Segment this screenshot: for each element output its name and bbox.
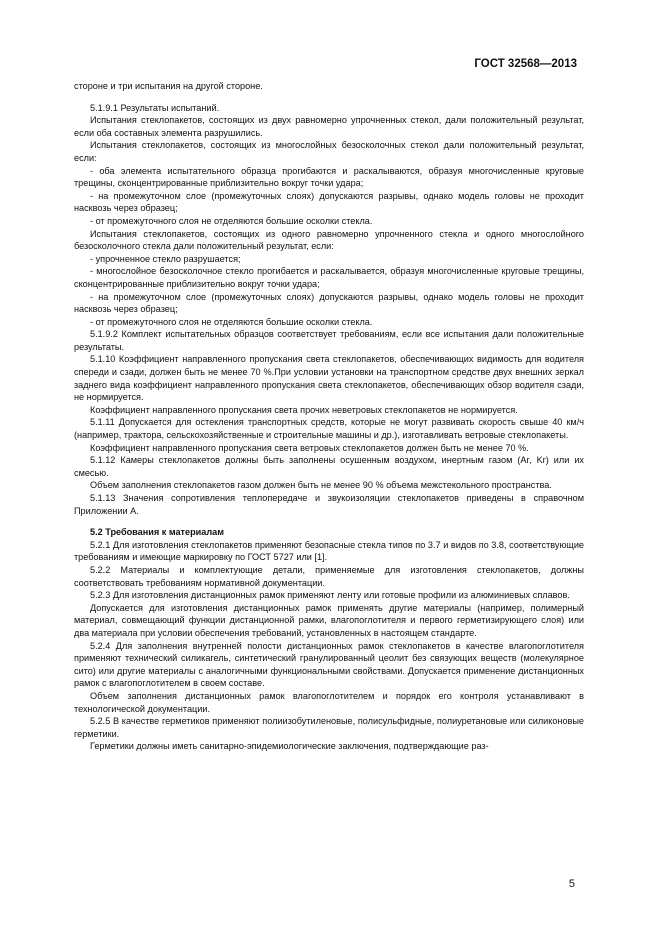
paragraph: 5.2.5 В качестве герметиков применяют полиизобутиленовые, полисульфидные, полиуретановые или силиконовые герметики.: [74, 716, 584, 739]
paragraph: 5.1.10 Коэффициент направленного пропускания света стеклопакетов, обеспечивающих видимость для водителя спереди и сзади, должен быть не менее 70 %.При условии установки на транспортном средстве двух внешних зеркал заднего вида коэффициент направленного пропускания света стеклопакетов, обеспечивающих обзор водителя сзади, не нормируется.: [74, 354, 584, 403]
paragraph: Объем заполнения дистанционных рамок влагопоглотителем и порядок его контроля устанавливают в технологической документации.: [74, 690, 584, 714]
paragraph: Допускается для изготовления дистанционных рамок применять другие материалы (например, полимерный материал, совмещающий функции дистанционной рамки, влагопоглотителя и первого герметизирующего слоя) или два материала при условии обеспечения требований, установленных в настоящем стандарте.: [74, 602, 584, 638]
section-heading: 5.2 Требования к материалам: [90, 527, 224, 538]
paragraph: 5.1.11 Допускается для остекления транспортных средств, которые не могут развивать скорость свыше 40 км/ч (например, трактора, сельскохозяйственные и строительные машины и др.), изготавливать ветровые стеклопакеты.: [74, 417, 584, 441]
paragraph: 5.2.4 Для заполнения внутренней полости дистанционных рамок стеклопакетов в качестве влагопоглотителя применяют технический силикагель, синтетический гранулированный цеолит без связующих веществ (молекулярное сито) или другие материалы с аналогичными функциональными свойствами. Допускается применение дистанционных рамок с влагопоглотителем в своем составе.: [74, 640, 584, 689]
paragraph: Коэффициент направленного пропускания света ветровых стеклопакетов должен быть не менее 70 %.: [90, 442, 529, 453]
paragraph: 5.1.13 Значения сопротивления теплопередаче и звукоизоляции стеклопакетов приведены в справочном Приложении А.: [74, 493, 584, 516]
subsection-heading: 5.1.9.1 Результаты испытаний.: [90, 102, 220, 113]
paragraph: Испытания стеклопакетов, состоящих из двух равномерно упрочненных стекол, дали положительный результат, если оба составных элемента разрушились.: [74, 115, 584, 138]
list-item: - оба элемента испытательного образца прогибаются и раскалываются, образуя многочисленные круговые трещины, сконцентрированные приблизительно вокруг точки удара;: [74, 165, 584, 189]
paragraph: 5.1.12 Камеры стеклопакетов должны быть заполнены осушенным воздухом, инертным газом (Ar, Kr) или их смесью.: [74, 455, 584, 478]
list-item: - многослойное безосколочное стекло прогибается и раскалывается, образуя многочисленные круговые трещины, сконцентрированные приблизительно вокруг точки удара;: [74, 266, 584, 289]
paragraph: Объем заполнения стеклопакетов газом должен быть не менее 90 % объема межстекольного пространства.: [90, 480, 552, 491]
paragraph: 5.2.1 Для изготовления стеклопакетов применяют безопасные стекла типов по 3.7 и видов по 3.8, соответствующие требованиям и имеющие маркировку по ГОСТ 5727 или [1].: [74, 539, 584, 563]
paragraph: Коэффициент направленного пропускания света прочих неветровых стеклопакетов не нормируется.: [90, 404, 518, 415]
document-header: ГОСТ 32568—2013: [474, 58, 577, 70]
paragraph: Испытания стеклопакетов, состоящих из одного равномерно упрочненного стекла и одного многослойного безосколочного стекла дали положительный результат, если:: [74, 228, 584, 252]
paragraph: Герметики должны иметь санитарно-эпидемиологические заключения, подтверждающие раз-: [90, 741, 489, 752]
paragraph: 5.1.9.2 Комплект испытательных образцов соответствует требованиям, если все испытания дали положительные результаты.: [74, 329, 584, 352]
page-number: 5: [568, 878, 575, 890]
paragraph: Испытания стеклопакетов, состоящих из многослойных безосколочных стекол дали положительный результат, если:: [74, 140, 584, 163]
paragraph: 5.2.3 Для изготовления дистанционных рамок применяют ленту или готовые профили из алюминиевых сплавов.: [90, 590, 570, 601]
list-item: - от промежуточного слоя не отделяются большие осколки стекла.: [90, 316, 373, 327]
paragraph: стороне и три испытания на другой стороне.: [74, 81, 263, 91]
list-item: - от промежуточного слоя не отделяются большие осколки стекла.: [90, 215, 373, 226]
list-item: - на промежуточном слое (промежуточных слоях) допускаются разрывы, однако модель головы не проходит насквозь через образец;: [74, 291, 584, 315]
paragraph: 5.2.2 Материалы и комплектующие детали, применяемые для изготовления стеклопакетов, должны соответствовать требованиям нормативной документации.: [74, 564, 584, 588]
list-item: - на промежуточном слое (промежуточных слоях) допускаются разрывы, однако модель головы не проходит насквозь через образец;: [74, 190, 584, 214]
list-item: - упрочненное стекло разрушается;: [90, 253, 241, 264]
document-body: [74, 80, 584, 753]
